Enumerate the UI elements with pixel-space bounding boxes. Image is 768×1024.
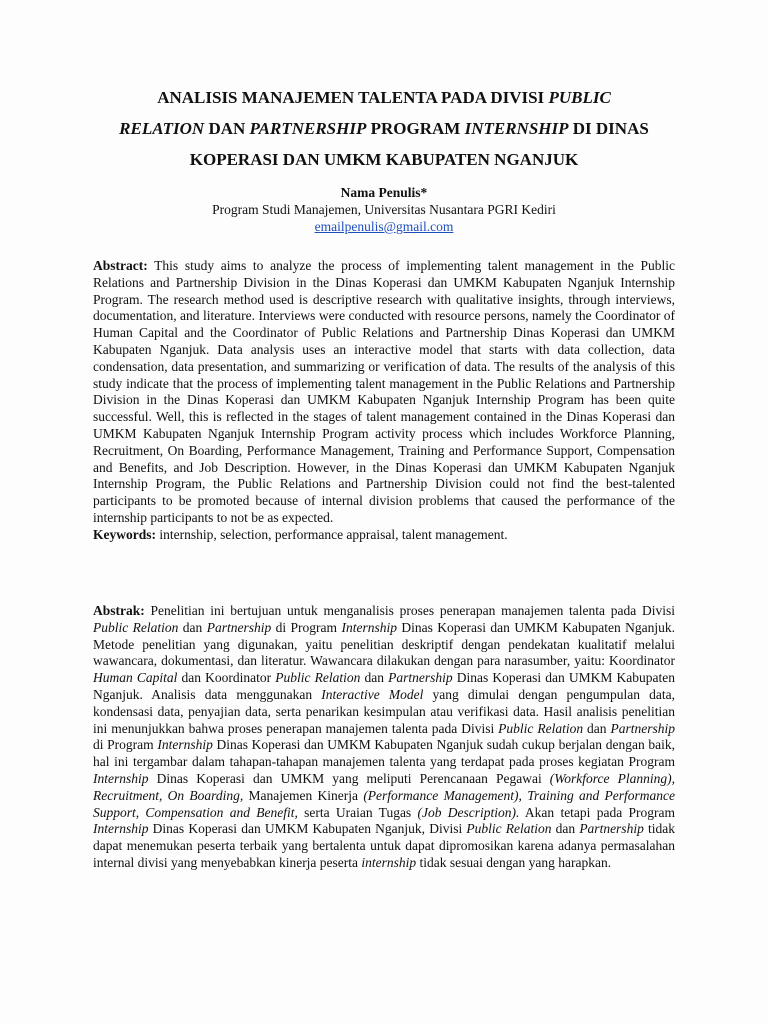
title-text-italic: INTERNSHIP xyxy=(464,119,569,138)
abstract-text: This study aims to analyze the process of implementing talent management in the Public Relations and Partnership Division in the Dinas Koperasi dan UMKM Kabupaten Nganjuk Internship Program. The research method used is descriptive research with qualitative insights, through interviews, documentation, and literature. Interviews were conducted with resource persons, namely the Coordinator of Human Capital and the Coordinator of Public Relations and Partnership Dinas Koperasi dan UMKM Kabupaten Nganjuk. Data analysis uses an interactive model that starts with data collection, data condensation, data presentation, and summarizing or verification of data. The results of the analysis of this study indicate that the process of implementing talent management in the Public Relations and Partnership Division in the Dinas Koperasi dan UMKM Kabupaten Nganjuk Internship Program has been quite successful. Well, this is reflected in the stages of talent management contained in the Dinas Koperasi dan UMKM Kabupaten Nganjuk Internship Program activity process which includes Workforce Planning, Recruitment, On Boarding, Performance Management, Training and Performance Support, Compensation and Benefits, and Job Description. However, in the Dinas Koperasi dan UMKM Kabupaten Nganjuk Internship Program, the Public Relations and Partnership Division could not find the best-talented participants to be promoted because of internal division problems that caused the performance of the internship participants to not be as expected. xyxy=(93,258,675,525)
keywords-label: Keywords: xyxy=(93,526,156,542)
title-line-3: KOPERASI DAN UMKM KABUPATEN NGANJUK xyxy=(189,150,579,169)
abstract-paragraph xyxy=(93,258,675,527)
author-email-link[interactable]: emailpenulis@gmail.com xyxy=(314,219,454,234)
title-text: DI DINAS xyxy=(568,119,649,138)
keywords-line xyxy=(93,527,675,544)
abstrak-indonesian xyxy=(93,603,675,872)
title-text-italic: RELATION xyxy=(119,119,205,138)
title-text-italic: PUBLIC xyxy=(548,88,611,107)
author-block xyxy=(0,184,768,235)
title-text: PROGRAM xyxy=(366,119,465,138)
title-line-1 xyxy=(80,82,688,113)
title-text: ANALISIS MANAJEMEN TALENTA PADA DIVISI xyxy=(157,88,549,107)
paper-title xyxy=(80,82,688,175)
abstrak-text: Penelitian ini bertujuan untuk menganalisis proses penerapan manajemen talenta pada Divisi Public Relation dan Partnership di Program Internship Dinas Koperasi dan UMKM Kabupaten Nganjuk. Metode penelitian yang digunakan, yaitu penelitian deskriptif dengan pendekatan kualitatif melalui wawancara, dokumentasi, dan literatur. Wawancara dilakukan dengan para narasumber, yaitu: Koordinator Human Capital dan Koordinator Public Relation dan Partnership Dinas Koperasi dan UMKM Kabupaten Nganjuk. Analisis data menggunakan Interactive Model yang dimulai dengan pengumpulan data, kondensasi data, penyajian data, serta penarikan kesimpulan atau verifikasi data. Hasil analisis penelitian ini menunjukkan bahwa proses penerapan manajemen talenta pada Divisi Public Relation dan Partnership di Program Internship Dinas Koperasi dan UMKM Kabupaten Nganjuk sudah cukup berjalan dengan baik, hal ini tergambar dalam tahapan-tahapan manajemen talenta yang terdapat pada proses kegiatan Program Internship Dinas Koperasi dan UMKM yang meliputi Perencanaan Pegawai (Workforce Planning), Recruitment, On Boarding, Manajemen Kinerja (Performance Management), Training and Performance Support, Compensation and Benefit, serta Uraian Tugas (Job Description). Akan tetapi pada Program Internship Dinas Koperasi dan UMKM Kabupaten Nganjuk, Divisi Public Relation dan Partnership tidak dapat menemukan peserta terbaik yang bertalenta untuk dapat dipromosikan karena adanya permasalahan internal divisi yang menyebabkan kinerja peserta internship tidak sesuai dengan yang harapkan. xyxy=(93,603,676,870)
keywords-text: internship, selection, performance appraisal, talent management. xyxy=(159,526,508,542)
author-name: Nama Penulis* xyxy=(340,185,428,200)
abstract-label: Abstract: xyxy=(93,258,148,273)
abstract-english xyxy=(93,258,675,544)
abstrak-label: Abstrak: xyxy=(93,603,145,618)
author-affiliation: Program Studi Manajemen, Universitas Nusantara PGRI Kediri xyxy=(212,202,556,217)
title-text-italic: PARTNERSHIP xyxy=(249,119,367,138)
title-text: DAN xyxy=(204,119,250,138)
title-line-2 xyxy=(80,113,688,144)
